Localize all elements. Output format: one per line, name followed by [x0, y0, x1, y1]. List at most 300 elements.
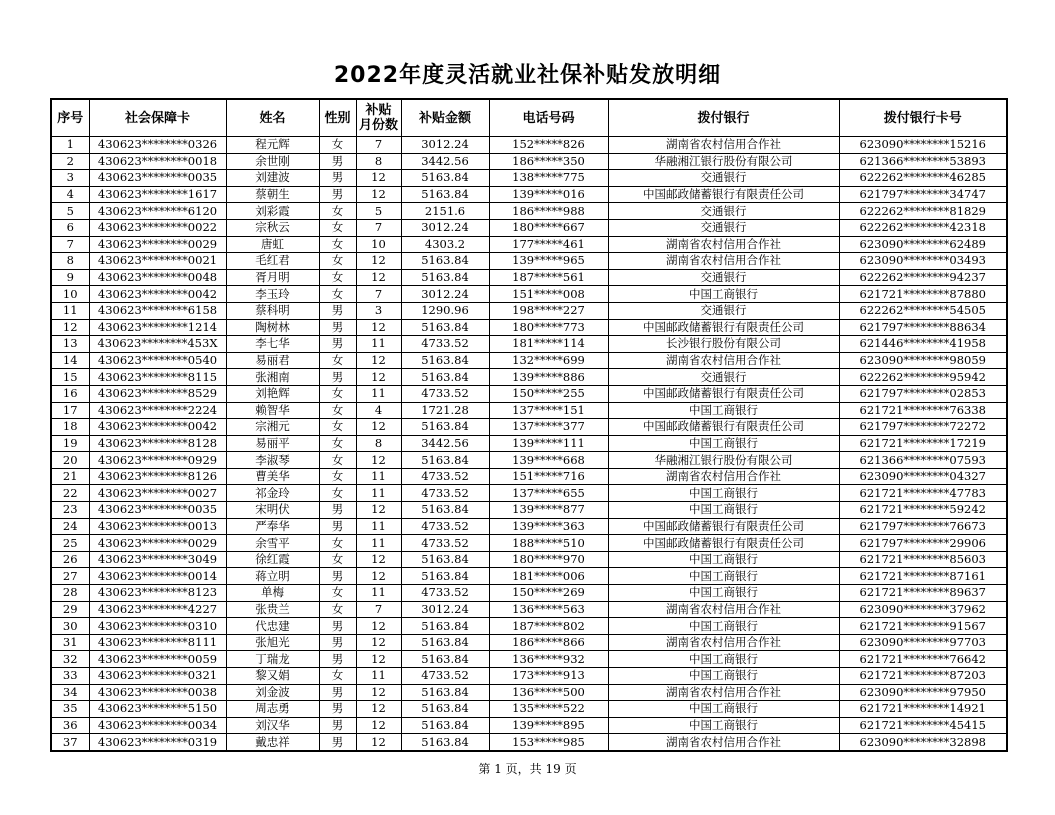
- cell-bank: 中国工商银行: [608, 551, 839, 568]
- cell-bank-card: 621721********59242: [839, 502, 1007, 519]
- cell-bank: 中国邮政储蓄银行有限责任公司: [608, 186, 839, 203]
- cell-bank: 湖南省农村信用合作社: [608, 236, 839, 253]
- cell-amount: 4733.52: [401, 535, 489, 552]
- table-row: [51, 253, 1007, 270]
- cell-gender: 男: [319, 651, 356, 668]
- table-row: [51, 435, 1007, 452]
- cell-seq: 34: [51, 684, 89, 701]
- cell-gender: 女: [319, 551, 356, 568]
- cell-social-card: 430623********8123: [89, 585, 226, 602]
- cell-bank: 中国工商银行: [608, 618, 839, 635]
- cell-seq: 19: [51, 435, 89, 452]
- cell-amount: 4733.52: [401, 468, 489, 485]
- cell-bank-card: 621797********29906: [839, 535, 1007, 552]
- cell-amount: 5163.84: [401, 452, 489, 469]
- cell-bank-card: 621721********76642: [839, 651, 1007, 668]
- cell-name: 余世刚: [226, 153, 319, 170]
- header-name: 姓名: [226, 99, 319, 137]
- cell-phone: 137*****377: [489, 419, 608, 436]
- cell-bank-card: 621721********91567: [839, 618, 1007, 635]
- cell-months: 12: [356, 269, 401, 286]
- cell-bank-card: 623090********97703: [839, 634, 1007, 651]
- cell-name: 陶树林: [226, 319, 319, 336]
- cell-gender: 男: [319, 717, 356, 734]
- cell-name: 刘金波: [226, 684, 319, 701]
- cell-months: 8: [356, 435, 401, 452]
- table-row: [51, 634, 1007, 651]
- cell-amount: 5163.84: [401, 734, 489, 751]
- cell-bank: 中国邮政储蓄银行有限责任公司: [608, 518, 839, 535]
- cell-phone: 152*****826: [489, 137, 608, 154]
- cell-phone: 180*****667: [489, 219, 608, 236]
- cell-phone: 139*****895: [489, 717, 608, 734]
- cell-seq: 36: [51, 717, 89, 734]
- cell-seq: 24: [51, 518, 89, 535]
- cell-social-card: 430623********0018: [89, 153, 226, 170]
- cell-name: 胥月明: [226, 269, 319, 286]
- cell-months: 12: [356, 369, 401, 386]
- cell-social-card: 430623********2224: [89, 402, 226, 419]
- cell-gender: 男: [319, 634, 356, 651]
- cell-gender: 女: [319, 585, 356, 602]
- cell-bank-card: 622262********54505: [839, 302, 1007, 319]
- cell-bank: 中国工商银行: [608, 717, 839, 734]
- cell-bank-card: 621721********47783: [839, 485, 1007, 502]
- cell-months: 12: [356, 419, 401, 436]
- cell-amount: 4733.52: [401, 385, 489, 402]
- cell-amount: 5163.84: [401, 618, 489, 635]
- cell-months: 12: [356, 170, 401, 187]
- cell-seq: 1: [51, 137, 89, 154]
- cell-amount: 4733.52: [401, 585, 489, 602]
- table-row: [51, 485, 1007, 502]
- cell-bank-card: 621721********76338: [839, 402, 1007, 419]
- table-row: [51, 518, 1007, 535]
- cell-phone: 151*****008: [489, 286, 608, 303]
- cell-amount: 5163.84: [401, 253, 489, 270]
- cell-seq: 28: [51, 585, 89, 602]
- cell-amount: 5163.84: [401, 701, 489, 718]
- cell-gender: 男: [319, 701, 356, 718]
- cell-gender: 男: [319, 734, 356, 751]
- cell-name: 宗湘元: [226, 419, 319, 436]
- cell-bank: 华融湘江银行股份有限公司: [608, 452, 839, 469]
- cell-months: 12: [356, 502, 401, 519]
- cell-bank-card: 623090********37962: [839, 601, 1007, 618]
- cell-social-card: 430623********4227: [89, 601, 226, 618]
- cell-social-card: 430623********5150: [89, 701, 226, 718]
- cell-seq: 2: [51, 153, 89, 170]
- cell-months: 11: [356, 336, 401, 353]
- cell-bank: 湖南省农村信用合作社: [608, 352, 839, 369]
- cell-seq: 9: [51, 269, 89, 286]
- cell-phone: 151*****716: [489, 468, 608, 485]
- cell-phone: 188*****510: [489, 535, 608, 552]
- table-row: [51, 468, 1007, 485]
- cell-amount: 5163.84: [401, 502, 489, 519]
- cell-social-card: 430623********8128: [89, 435, 226, 452]
- cell-name: 刘彩霞: [226, 203, 319, 220]
- document-title: 2022年度灵活就业社保补贴发放明细: [333, 63, 722, 88]
- cell-seq: 25: [51, 535, 89, 552]
- cell-months: 7: [356, 137, 401, 154]
- cell-gender: 女: [319, 385, 356, 402]
- cell-phone: 186*****350: [489, 153, 608, 170]
- cell-social-card: 430623********0035: [89, 170, 226, 187]
- table-row: [51, 502, 1007, 519]
- cell-bank-card: 623090********03493: [839, 253, 1007, 270]
- cell-months: 11: [356, 468, 401, 485]
- cell-bank-card: 621366********53893: [839, 153, 1007, 170]
- page-footer: 第 1 页，共 19 页: [478, 762, 577, 776]
- cell-seq: 20: [51, 452, 89, 469]
- cell-bank-card: 621721********89637: [839, 585, 1007, 602]
- cell-social-card: 430623********0013: [89, 518, 226, 535]
- cell-phone: 132*****699: [489, 352, 608, 369]
- cell-name: 张旭光: [226, 634, 319, 651]
- cell-bank-card: 621797********76673: [839, 518, 1007, 535]
- cell-amount: 5163.84: [401, 551, 489, 568]
- cell-amount: 5163.84: [401, 634, 489, 651]
- cell-months: 7: [356, 286, 401, 303]
- cell-months: 10: [356, 236, 401, 253]
- cell-bank-card: 623090********62489: [839, 236, 1007, 253]
- cell-name: 宗秋云: [226, 219, 319, 236]
- cell-social-card: 430623********0035: [89, 502, 226, 519]
- cell-gender: 男: [319, 319, 356, 336]
- cell-bank: 中国工商银行: [608, 668, 839, 685]
- subsidy-table: [50, 98, 1008, 752]
- cell-gender: 女: [319, 485, 356, 502]
- cell-name: 毛红君: [226, 253, 319, 270]
- cell-bank-card: 621797********02853: [839, 385, 1007, 402]
- cell-bank: 中国工商银行: [608, 701, 839, 718]
- cell-months: 11: [356, 668, 401, 685]
- cell-gender: 女: [319, 668, 356, 685]
- header-social-card: 社会保障卡: [89, 99, 226, 137]
- table-row: [51, 219, 1007, 236]
- cell-seq: 18: [51, 419, 89, 436]
- table-row: [51, 186, 1007, 203]
- cell-social-card: 430623********8115: [89, 369, 226, 386]
- cell-name: 单梅: [226, 585, 319, 602]
- cell-seq: 21: [51, 468, 89, 485]
- cell-bank-card: 621366********07593: [839, 452, 1007, 469]
- cell-phone: 136*****932: [489, 651, 608, 668]
- cell-months: 11: [356, 535, 401, 552]
- cell-name: 祁金玲: [226, 485, 319, 502]
- cell-bank-card: 622262********42318: [839, 219, 1007, 236]
- cell-months: 12: [356, 618, 401, 635]
- table-row: [51, 203, 1007, 220]
- cell-bank: 中国工商银行: [608, 402, 839, 419]
- cell-seq: 4: [51, 186, 89, 203]
- cell-seq: 30: [51, 618, 89, 635]
- cell-gender: 男: [319, 568, 356, 585]
- cell-seq: 37: [51, 734, 89, 751]
- cell-bank: 中国工商银行: [608, 585, 839, 602]
- cell-gender: 男: [319, 518, 356, 535]
- table-row: [51, 269, 1007, 286]
- cell-gender: 女: [319, 253, 356, 270]
- cell-name: 李淑琴: [226, 452, 319, 469]
- cell-social-card: 430623********8126: [89, 468, 226, 485]
- cell-phone: 180*****970: [489, 551, 608, 568]
- table-row: [51, 352, 1007, 369]
- cell-gender: 女: [319, 535, 356, 552]
- cell-gender: 女: [319, 452, 356, 469]
- cell-bank-card: 621721********87880: [839, 286, 1007, 303]
- cell-amount: 5163.84: [401, 269, 489, 286]
- cell-seq: 8: [51, 253, 89, 270]
- cell-amount: 3442.56: [401, 435, 489, 452]
- cell-bank: 湖南省农村信用合作社: [608, 468, 839, 485]
- cell-months: 11: [356, 585, 401, 602]
- cell-months: 11: [356, 385, 401, 402]
- cell-phone: 186*****988: [489, 203, 608, 220]
- cell-months: 12: [356, 634, 401, 651]
- cell-bank-card: 621797********72272: [839, 419, 1007, 436]
- cell-phone: 186*****866: [489, 634, 608, 651]
- cell-seq: 5: [51, 203, 89, 220]
- cell-months: 12: [356, 701, 401, 718]
- cell-social-card: 430623********0038: [89, 684, 226, 701]
- cell-phone: 137*****151: [489, 402, 608, 419]
- cell-months: 12: [356, 452, 401, 469]
- cell-phone: 181*****006: [489, 568, 608, 585]
- cell-name: 周志勇: [226, 701, 319, 718]
- cell-name: 程元辉: [226, 137, 319, 154]
- table-row: [51, 385, 1007, 402]
- cell-social-card: 430623********0022: [89, 219, 226, 236]
- cell-months: 11: [356, 485, 401, 502]
- cell-bank: 交通银行: [608, 302, 839, 319]
- cell-social-card: 430623********0319: [89, 734, 226, 751]
- cell-social-card: 430623********6120: [89, 203, 226, 220]
- cell-name: 余雪平: [226, 535, 319, 552]
- cell-amount: 5163.84: [401, 568, 489, 585]
- cell-bank: 中国邮政储蓄银行有限责任公司: [608, 319, 839, 336]
- cell-seq: 3: [51, 170, 89, 187]
- cell-name: 唐虹: [226, 236, 319, 253]
- cell-gender: 女: [319, 203, 356, 220]
- table-row: [51, 153, 1007, 170]
- cell-gender: 女: [319, 219, 356, 236]
- cell-bank-card: 623090********32898: [839, 734, 1007, 751]
- cell-amount: 5163.84: [401, 319, 489, 336]
- cell-bank: 华融湘江银行股份有限公司: [608, 153, 839, 170]
- table-row: [51, 601, 1007, 618]
- cell-social-card: 430623********8111: [89, 634, 226, 651]
- cell-bank-card: 623090********98059: [839, 352, 1007, 369]
- cell-name: 刘艳辉: [226, 385, 319, 402]
- cell-months: 12: [356, 568, 401, 585]
- cell-bank-card: 621721********87161: [839, 568, 1007, 585]
- cell-amount: 3012.24: [401, 219, 489, 236]
- cell-amount: 2151.6: [401, 203, 489, 220]
- cell-amount: 4733.52: [401, 518, 489, 535]
- cell-phone: 180*****773: [489, 319, 608, 336]
- cell-name: 张湘南: [226, 369, 319, 386]
- cell-gender: 女: [319, 352, 356, 369]
- cell-bank-card: 621721********87203: [839, 668, 1007, 685]
- cell-phone: 139*****886: [489, 369, 608, 386]
- cell-months: 12: [356, 186, 401, 203]
- cell-gender: 男: [319, 186, 356, 203]
- cell-months: 7: [356, 219, 401, 236]
- cell-seq: 32: [51, 651, 89, 668]
- cell-phone: 136*****563: [489, 601, 608, 618]
- cell-phone: 181*****114: [489, 336, 608, 353]
- cell-phone: 139*****111: [489, 435, 608, 452]
- cell-bank: 交通银行: [608, 170, 839, 187]
- cell-social-card: 430623********453X: [89, 336, 226, 353]
- cell-amount: 4733.52: [401, 336, 489, 353]
- cell-bank-card: 623090********04327: [839, 468, 1007, 485]
- cell-name: 刘汉华: [226, 717, 319, 734]
- cell-gender: 女: [319, 402, 356, 419]
- cell-bank: 湖南省农村信用合作社: [608, 684, 839, 701]
- cell-seq: 7: [51, 236, 89, 253]
- cell-bank: 交通银行: [608, 219, 839, 236]
- cell-bank-card: 621797********34747: [839, 186, 1007, 203]
- cell-phone: 173*****913: [489, 668, 608, 685]
- cell-bank: 湖南省农村信用合作社: [608, 601, 839, 618]
- cell-amount: 4303.2: [401, 236, 489, 253]
- cell-bank: 湖南省农村信用合作社: [608, 137, 839, 154]
- cell-social-card: 430623********8529: [89, 385, 226, 402]
- cell-bank-card: 622262********81829: [839, 203, 1007, 220]
- cell-seq: 16: [51, 385, 89, 402]
- cell-amount: 5163.84: [401, 369, 489, 386]
- cell-seq: 29: [51, 601, 89, 618]
- cell-phone: 153*****985: [489, 734, 608, 751]
- header-bank: 拨付银行: [608, 99, 839, 137]
- cell-name: 戴忠祥: [226, 734, 319, 751]
- cell-seq: 33: [51, 668, 89, 685]
- cell-seq: 10: [51, 286, 89, 303]
- cell-seq: 31: [51, 634, 89, 651]
- cell-gender: 女: [319, 601, 356, 618]
- header-phone: 电话号码: [489, 99, 608, 137]
- cell-seq: 15: [51, 369, 89, 386]
- cell-months: 4: [356, 402, 401, 419]
- table-row: [51, 568, 1007, 585]
- cell-phone: 150*****269: [489, 585, 608, 602]
- cell-amount: 3012.24: [401, 286, 489, 303]
- cell-bank-card: 621797********88634: [839, 319, 1007, 336]
- cell-name: 张贵兰: [226, 601, 319, 618]
- cell-amount: 4733.52: [401, 668, 489, 685]
- cell-seq: 26: [51, 551, 89, 568]
- cell-name: 丁瑞龙: [226, 651, 319, 668]
- cell-name: 黎又娟: [226, 668, 319, 685]
- cell-amount: 1721.28: [401, 402, 489, 419]
- cell-phone: 139*****668: [489, 452, 608, 469]
- cell-phone: 177*****461: [489, 236, 608, 253]
- cell-amount: 3442.56: [401, 153, 489, 170]
- cell-amount: 1290.96: [401, 302, 489, 319]
- cell-social-card: 430623********0027: [89, 485, 226, 502]
- cell-gender: 女: [319, 468, 356, 485]
- cell-amount: 3012.24: [401, 137, 489, 154]
- table-row: [51, 236, 1007, 253]
- cell-name: 严奉华: [226, 518, 319, 535]
- cell-bank: 湖南省农村信用合作社: [608, 634, 839, 651]
- cell-bank-card: 623090********97950: [839, 684, 1007, 701]
- cell-seq: 6: [51, 219, 89, 236]
- cell-gender: 男: [319, 502, 356, 519]
- cell-amount: 5163.84: [401, 419, 489, 436]
- cell-months: 11: [356, 518, 401, 535]
- cell-bank: 交通银行: [608, 369, 839, 386]
- cell-phone: 139*****363: [489, 518, 608, 535]
- table-row: [51, 137, 1007, 154]
- cell-bank: 中国邮政储蓄银行有限责任公司: [608, 535, 839, 552]
- cell-bank-card: 622262********95942: [839, 369, 1007, 386]
- cell-bank: 中国邮政储蓄银行有限责任公司: [608, 385, 839, 402]
- cell-social-card: 430623********0029: [89, 236, 226, 253]
- table-row: [51, 286, 1007, 303]
- cell-months: 12: [356, 734, 401, 751]
- cell-social-card: 430623********0326: [89, 137, 226, 154]
- cell-amount: 5163.84: [401, 684, 489, 701]
- cell-gender: 男: [319, 153, 356, 170]
- cell-months: 12: [356, 651, 401, 668]
- cell-name: 代忠建: [226, 618, 319, 635]
- cell-phone: 139*****016: [489, 186, 608, 203]
- cell-name: 蔡科明: [226, 302, 319, 319]
- cell-amount: 5163.84: [401, 651, 489, 668]
- table-row: [51, 336, 1007, 353]
- cell-bank: 长沙银行股份有限公司: [608, 336, 839, 353]
- cell-bank: 湖南省农村信用合作社: [608, 734, 839, 751]
- cell-bank: 中国工商银行: [608, 502, 839, 519]
- table-row: [51, 419, 1007, 436]
- cell-seq: 35: [51, 701, 89, 718]
- table-row: [51, 684, 1007, 701]
- cell-name: 徐红霞: [226, 551, 319, 568]
- cell-social-card: 430623********0540: [89, 352, 226, 369]
- cell-seq: 11: [51, 302, 89, 319]
- cell-phone: 137*****655: [489, 485, 608, 502]
- cell-bank: 中国工商银行: [608, 651, 839, 668]
- table-row: [51, 734, 1007, 751]
- cell-gender: 女: [319, 269, 356, 286]
- header-months: 补贴 月份数: [356, 99, 401, 137]
- cell-phone: 135*****522: [489, 701, 608, 718]
- cell-gender: 男: [319, 369, 356, 386]
- cell-phone: 136*****500: [489, 684, 608, 701]
- cell-seq: 27: [51, 568, 89, 585]
- cell-bank: 中国工商银行: [608, 286, 839, 303]
- cell-phone: 138*****775: [489, 170, 608, 187]
- cell-months: 5: [356, 203, 401, 220]
- table-row: [51, 319, 1007, 336]
- table-row: [51, 585, 1007, 602]
- cell-gender: 女: [319, 236, 356, 253]
- cell-bank: 湖南省农村信用合作社: [608, 253, 839, 270]
- cell-amount: 4733.52: [401, 485, 489, 502]
- table-row: [51, 717, 1007, 734]
- cell-name: 李七华: [226, 336, 319, 353]
- cell-bank: 中国邮政储蓄银行有限责任公司: [608, 419, 839, 436]
- table-row: [51, 618, 1007, 635]
- cell-social-card: 430623********0014: [89, 568, 226, 585]
- header-gender: 性别: [319, 99, 356, 137]
- cell-social-card: 430623********0310: [89, 618, 226, 635]
- cell-name: 刘建波: [226, 170, 319, 187]
